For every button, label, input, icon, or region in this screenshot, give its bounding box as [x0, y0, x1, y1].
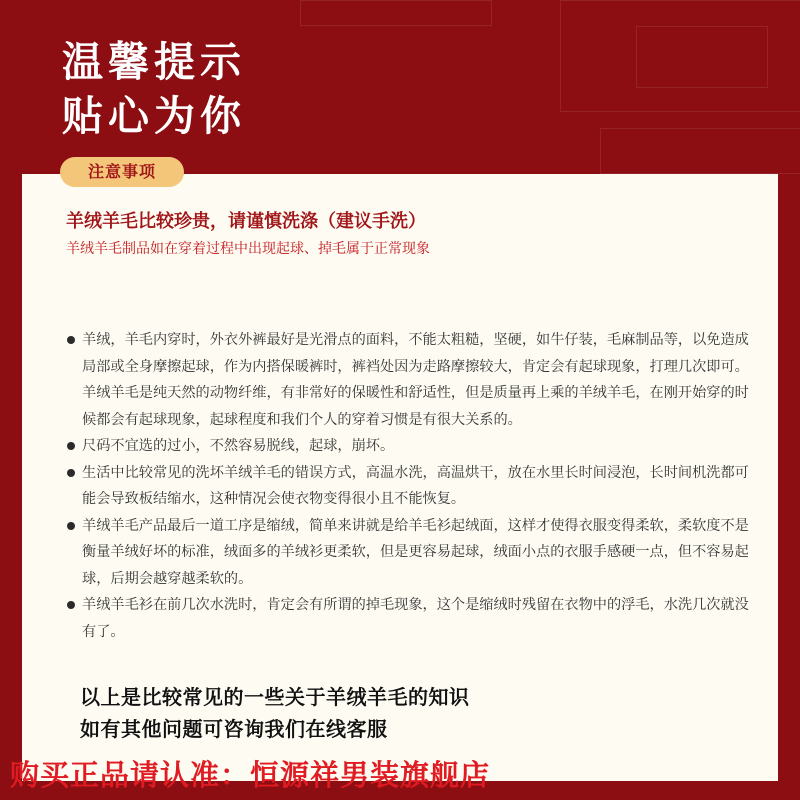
notice-subline: 羊绒羊毛制品如在穿着过程中出现起球、掉毛属于正常现象: [66, 241, 430, 257]
care-tips-list: [64, 327, 754, 645]
background-decoration: [636, 26, 768, 88]
list-item: 羊绒，羊毛内穿时，外衣外裤最好是光滑点的面料，不能太粗糙，坚硬，如牛仔装，毛麻制品等，以免造成局部或全身摩擦起球，作为内搭保暖裤时，裤裆处因为走路摩擦较大，肯定会有起球现象，打理几次即可。羊绒羊毛是纯天然的动物纤维，有非常好的保暖性和舒适性，但是质量再上乘的羊绒羊毛，在刚开始穿的时候都会有起球现象，起球程度和我们个人的穿着习惯是有很大关系的。: [64, 327, 754, 433]
background-decoration: [600, 128, 800, 174]
notice-headline: 羊绒羊毛比较珍贵，请谨慎洗涤（建议手洗）: [66, 211, 426, 232]
footer-store-notice: 购买正品请认准：恒源祥男装旗舰店: [10, 758, 491, 792]
notice-tag: 注意事项: [60, 157, 184, 187]
summary-line2: 如有其他问题可咨询我们在线客服: [80, 717, 388, 741]
summary-line1: 以上是比较常见的一些关于羊绒羊毛的知识: [80, 685, 470, 709]
background-decoration: [300, 0, 492, 26]
background-decoration: [560, 0, 800, 112]
list-item: 生活中比较常见的洗坏羊绒羊毛的错误方式，高温水洗，高温烘干，放在水里长时间浸泡，长时间机洗都可能会导致板结缩水，这种情况会使衣物变得很小且不能恢复。: [64, 460, 754, 513]
page-title-line2: 贴心为你: [62, 92, 246, 140]
list-item: 羊绒羊毛衫在前几次水洗时，肯定会有所谓的掉毛现象，这个是缩绒时残留在衣物中的浮毛，水洗几次就没有了。: [64, 592, 754, 645]
list-item: 尺码不宜选的过小，不然容易脱线，起球，崩坏。: [64, 433, 754, 460]
list-item: 羊绒羊毛产品最后一道工序是缩绒，简单来讲就是给羊毛衫起绒面，这样才使得衣服变得柔软，柔软度不是衡量羊绒好坏的标准，绒面多的羊绒衫更柔软，但是更容易起球，绒面小点的衣服手感硬一点，但不容易起球，后期会越穿越柔软的。: [64, 513, 754, 593]
page-title-line1: 温馨提示: [62, 38, 246, 86]
